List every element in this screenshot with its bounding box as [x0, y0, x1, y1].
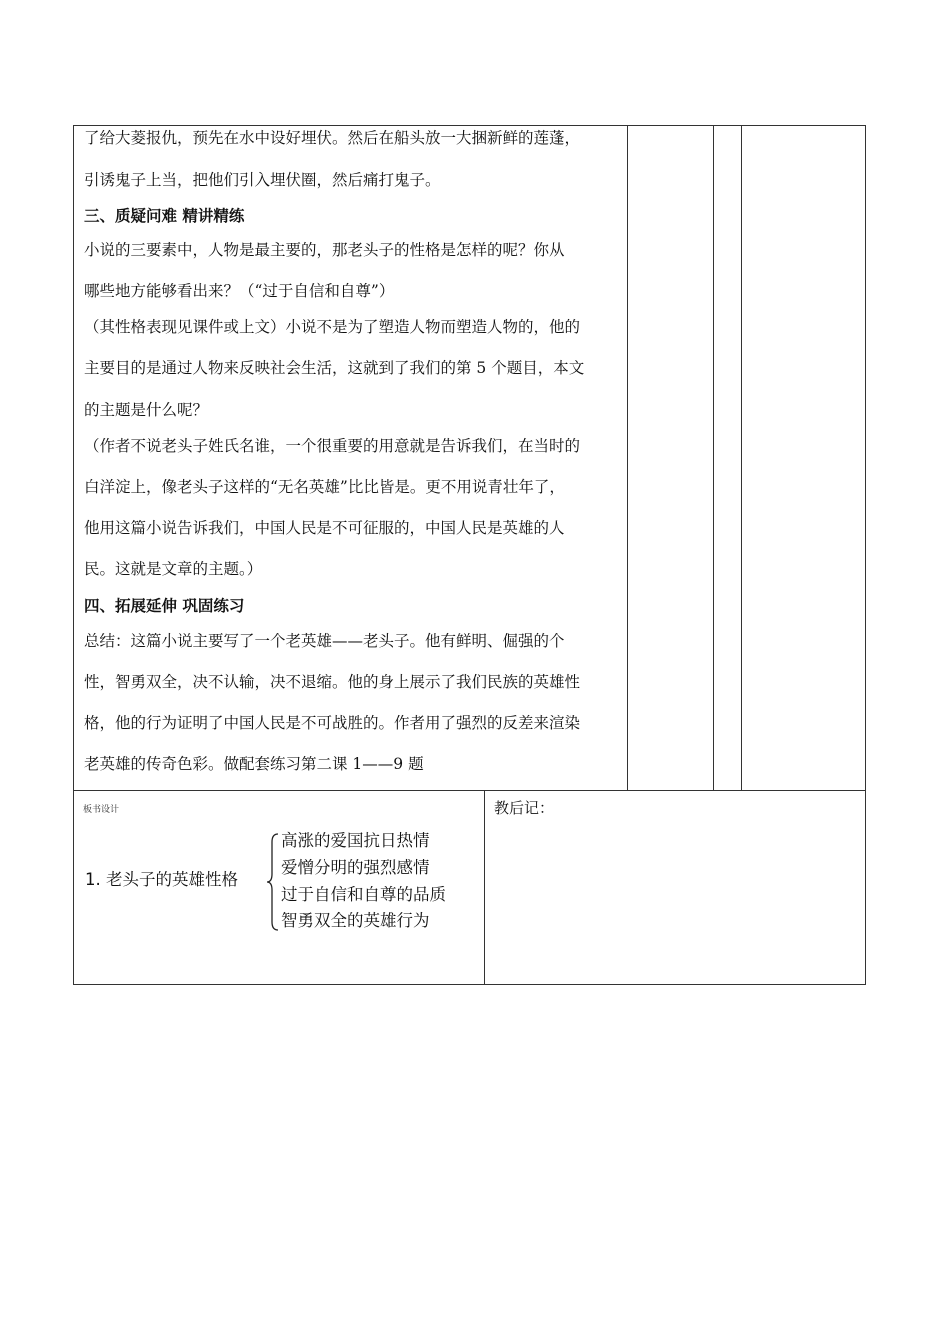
board-main-point: 1. 老头子的英雄性格: [85, 870, 238, 889]
table-right-border: [865, 125, 866, 985]
board-trait: 智勇双全的英雄行为: [281, 911, 430, 930]
table-top-border: [73, 125, 866, 126]
column-divider-2: [713, 125, 714, 790]
section-heading: 三、质疑问难 精讲精练: [84, 206, 245, 225]
board-notes-divider: [484, 790, 485, 984]
lesson-line: 哪些地方能够看出来？（“过于自信和自尊”）: [84, 282, 395, 300]
lesson-line: 小说的三要素中，人物是最主要的，那老头子的性格是怎样的呢？你从: [84, 241, 565, 259]
lesson-line: 引诱鬼子上当，把他们引入埋伏圈，然后痛打鬼子。: [84, 171, 441, 189]
column-divider-3: [741, 125, 742, 790]
curly-brace-icon: [266, 832, 280, 932]
lesson-line: （作者不说老头子姓氏名谁，一个很重要的用意就是告诉我们，在当时的: [84, 437, 581, 455]
lesson-line: 民。这就是文章的主题。）: [84, 560, 263, 578]
lesson-line: 白洋淀上，像老头子这样的“无名英雄”比比皆是。更不用说青壮年了，: [84, 478, 565, 496]
lesson-line: 格，他的行为证明了中国人民是不可战胜的。作者用了强烈的反差来渲染: [84, 714, 581, 732]
post-class-notes-label: 教后记：: [494, 799, 555, 817]
column-divider-1: [627, 125, 628, 790]
lesson-line: 了给大菱报仇，预先在水中设好埋伏。然后在船头放一大捆新鲜的莲蓬，: [84, 129, 581, 147]
lesson-line: 总结：这篇小说主要写了一个老英雄——老头子。他有鲜明、倔强的个: [84, 632, 565, 650]
lesson-line: 的主题是什么呢？: [84, 401, 209, 419]
lesson-line: 主要目的是通过人物来反映社会生活，这就到了我们的第 5 个题目，本文: [84, 359, 585, 377]
table-row-divider: [73, 790, 866, 791]
board-trait: 爱憎分明的强烈感情: [281, 858, 430, 877]
table-bottom-border: [73, 984, 866, 985]
board-trait: 高涨的爱国抗日热情: [281, 831, 430, 850]
lesson-line: 性，智勇双全，决不认输，决不退缩。他的身上展示了我们民族的英雄性: [84, 673, 581, 691]
board-trait: 过于自信和自尊的品质: [281, 885, 446, 904]
lesson-line: 老英雄的传奇色彩。做配套练习第二课 1——9 题: [84, 755, 424, 773]
table-left-border: [73, 125, 74, 985]
board-design-label: 板书设计: [83, 805, 120, 815]
section-heading: 四、拓展延伸 巩固练习: [84, 596, 245, 615]
lesson-line: （其性格表现见课件或上文）小说不是为了塑造人物而塑造人物的，他的: [84, 318, 581, 336]
lesson-line: 他用这篇小说告诉我们，中国人民是不可征服的，中国人民是英雄的人: [84, 519, 565, 537]
